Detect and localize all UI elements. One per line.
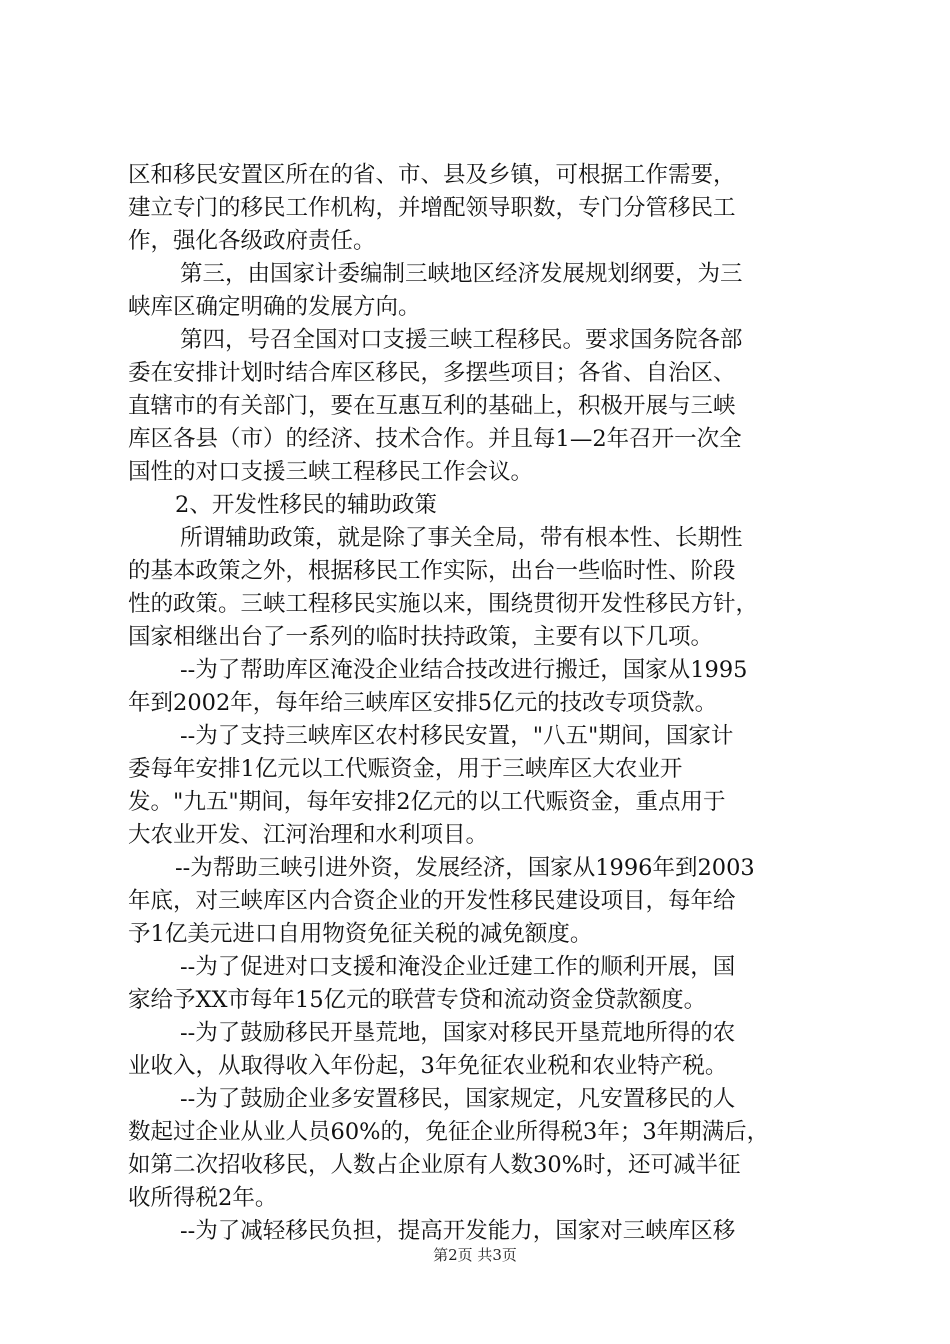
text-line: --为了帮助库区淹没企业结合技改进行搬迁，国家从1995 xyxy=(180,657,748,683)
text-line: 大农业开发、江河治理和水利项目。 xyxy=(128,822,489,848)
text-line: --为了支持三峡库区农村移民安置，"八五"期间，国家计 xyxy=(180,723,734,749)
text-line: 第三，由国家计委编制三峡地区经济发展规划纲要，为三 xyxy=(180,261,743,287)
text-line: 第四，号召全国对口支援三峡工程移民。要求国务院各部 xyxy=(180,327,743,353)
text-line: 业收入，从取得收入年份起，3年免征农业税和农业特产税。 xyxy=(128,1053,728,1079)
text-line: 国性的对口支援三峡工程移民工作会议。 xyxy=(128,459,534,485)
text-line: 峡库区确定明确的发展方向。 xyxy=(128,294,421,320)
text-line: 直辖市的有关部门，要在互惠互利的基础上，积极开展与三峡 xyxy=(128,393,736,419)
text-line: 区和移民安置区所在的省、市、县及乡镇，可根据工作需要， xyxy=(128,162,736,188)
text-line: --为了鼓励移民开垦荒地，国家对移民开垦荒地所得的农 xyxy=(180,1020,736,1046)
text-line: 年到2002年，每年给三峡库区安排5亿元的技改专项贷款。 xyxy=(128,690,718,716)
section-heading: 2、开发性移民的辅助政策 xyxy=(175,492,437,518)
text-line: 所谓辅助政策，就是除了事关全局，带有根本性、长期性 xyxy=(180,525,743,551)
text-line: --为帮助三峡引进外资，发展经济，国家从1996年到2003 xyxy=(175,855,755,881)
text-line: 建立专门的移民工作机构，并增配领导职数，专门分管移民工 xyxy=(128,195,736,221)
text-line: --为了减轻移民负担，提高开发能力，国家对三峡库区移 xyxy=(180,1218,736,1244)
text-line: 委每年安排1亿元以工代赈资金，用于三峡库区大农业开 xyxy=(128,756,683,782)
text-line: --为了鼓励企业多安置移民，国家规定，凡安置移民的人 xyxy=(180,1086,736,1112)
text-line: 家给予XX市每年15亿元的联营专贷和流动资金贷款额度。 xyxy=(128,987,707,1013)
text-line: 予1亿美元进口自用物资免征关税的减免额度。 xyxy=(128,921,593,947)
text-line: 发。"九五"期间，每年安排2亿元的以工代赈资金，重点用于 xyxy=(128,789,726,815)
text-line: 作，强化各级政府责任。 xyxy=(128,228,376,254)
text-line: 如第二次招收移民，人数占企业原有人数30%时，还可减半征 xyxy=(128,1152,741,1178)
text-line: 数起过企业从业人员60%的，免征企业所得税3年；3年期满后， xyxy=(128,1119,770,1145)
page-footer: 第2页 共3页 xyxy=(433,1246,517,1264)
text-line: 收所得税2年。 xyxy=(128,1185,278,1211)
text-line: 性的政策。三峡工程移民实施以来，围绕贯彻开发性移民方针， xyxy=(128,591,759,617)
text-line: --为了促进对口支援和淹没企业迁建工作的顺利开展，国 xyxy=(180,954,736,980)
text-line: 国家相继出台了一系列的临时扶持政策，主要有以下几项。 xyxy=(128,624,714,650)
text-line: 年底，对三峡库区内合资企业的开发性移民建设项目，每年给 xyxy=(128,888,736,914)
text-line: 库区各县（市）的经济、技术合作。并且每1—2年召开一次全 xyxy=(128,426,742,452)
text-line: 委在安排计划时结合库区移民，多摆些项目；各省、自治区、 xyxy=(128,360,736,386)
text-line: 的基本政策之外，根据移民工作实际，出台一些临时性、阶段 xyxy=(128,558,736,584)
